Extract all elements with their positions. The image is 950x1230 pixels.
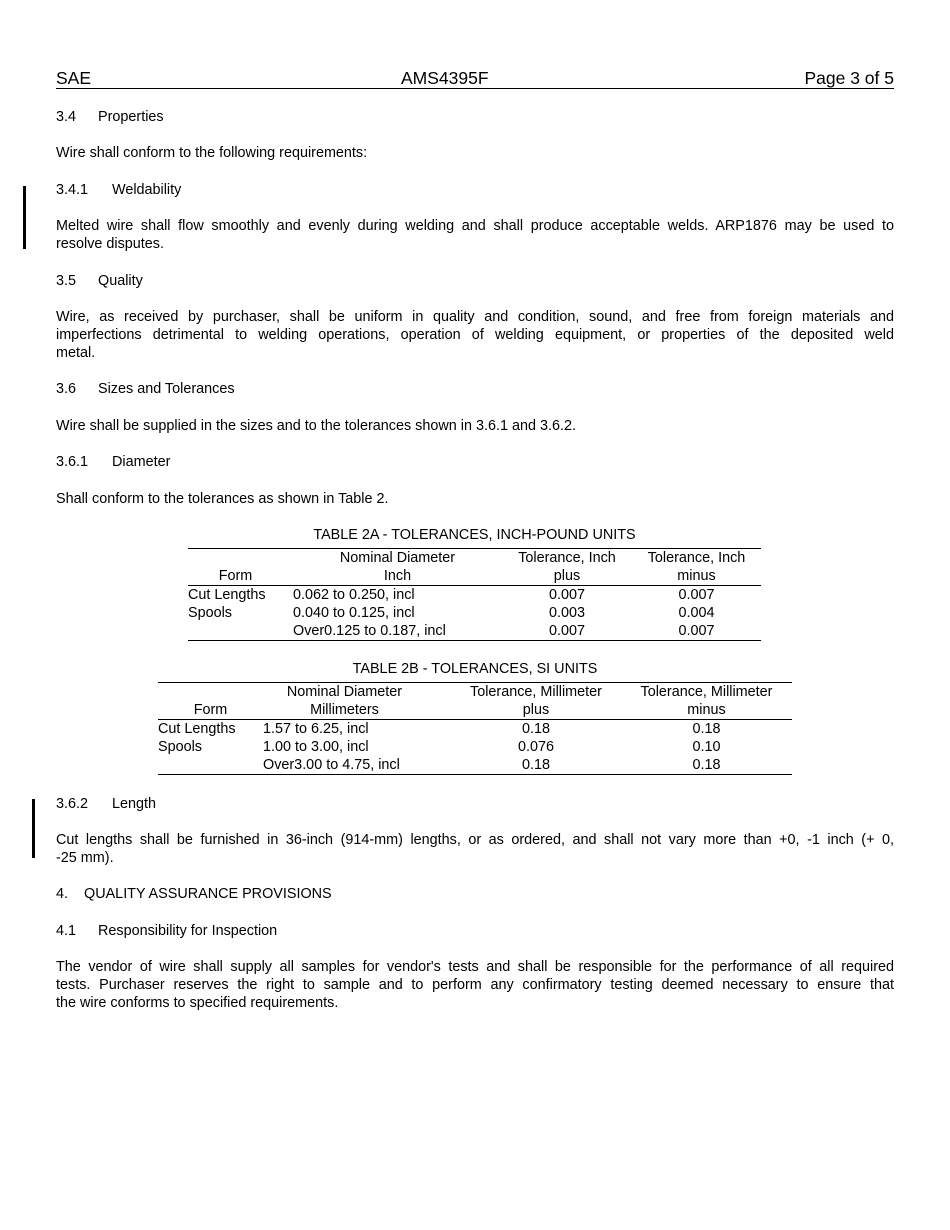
section-4-heading: 4. QUALITY ASSURANCE PROVISIONS (56, 886, 332, 902)
column-header: minus (632, 567, 761, 586)
section-3-6-heading: 3.6 Sizes and Tolerances (56, 381, 235, 397)
column-header: Tolerance, Inch (632, 549, 761, 568)
table-cell: 0.062 to 0.250, incl (293, 587, 415, 603)
section-3-6-text: Wire shall be supplied in the sizes and to the tolerances shown in 3.6.1 and 3.6.2. (56, 418, 576, 434)
column-header: Nominal Diameter (263, 683, 451, 702)
table-2b (158, 682, 792, 775)
table-cell: 0.007 (678, 587, 715, 603)
table-cell: Cut Lengths (158, 721, 236, 737)
table-cell: 1.57 to 6.25, incl (263, 721, 369, 737)
table-cell: 0.10 (692, 739, 721, 755)
column-header: plus (451, 701, 621, 720)
column-header: minus (621, 701, 792, 720)
table-cell: Cut Lengths (188, 587, 266, 603)
header-org: SAE (56, 68, 92, 88)
table-cell: 0.18 (621, 756, 792, 775)
table-cell: 0.007 (502, 622, 632, 641)
section-3-6-2-heading: 3.6.2 Length (56, 796, 157, 812)
table-cell (188, 622, 293, 641)
table-row (158, 756, 792, 775)
header-page-number: Page 3 of 5 (804, 68, 894, 88)
table-header-row (188, 567, 761, 586)
section-3-4-text: Wire shall conform to the following requirements: (56, 145, 368, 161)
table-row (188, 586, 761, 605)
column-header: Tolerance, Millimeter (451, 683, 621, 702)
table-cell (158, 756, 263, 775)
column-header: Form (158, 701, 263, 720)
table-row (188, 622, 761, 641)
section-4-1-text-line3: the wire conforms to specified requirements. (56, 995, 339, 1011)
revision-change-bar (32, 799, 35, 858)
table-header-row (158, 683, 792, 702)
revision-change-bar (23, 186, 26, 249)
section-3-6-2-text-line2: -25 mm). (56, 850, 114, 866)
table-row (188, 604, 761, 622)
section-3-6-2-text-line1: Cut lengths shall be furnished in 36-inch (914-mm) lengths, or as ordered, and shall not vary more than +0, -1 inch (+ 0, (56, 832, 894, 848)
table-cell: 0.004 (678, 605, 715, 621)
column-header: Inch (293, 567, 502, 586)
table-cell: 0.003 (548, 605, 585, 621)
column-header: Millimeters (263, 701, 451, 720)
section-3-5-text-line3: metal. (56, 345, 96, 361)
column-header: Nominal Diameter (293, 549, 502, 568)
column-header: Tolerance, Inch (502, 549, 632, 568)
column-header: plus (502, 567, 632, 586)
table-row (158, 738, 792, 756)
section-3-5-text-line1: Wire, as received by purchaser, shall be uniform in quality and condition, sound, and free from foreign materials and (56, 309, 894, 325)
header-doc-number: AMS4395F (401, 68, 489, 88)
section-3-5-text-line2: imperfections detrimental to welding operations, operation of welding equipment, or properties of the deposited weld (56, 327, 894, 343)
table-cell: 0.007 (548, 587, 585, 603)
page-header (56, 68, 894, 89)
section-3-6-1-text: Shall conform to the tolerances as shown in Table 2. (56, 491, 389, 507)
table-cell: 0.040 to 0.125, incl (293, 605, 415, 621)
table-header-row (188, 549, 761, 568)
section-3-4-1-text-line2: resolve disputes. (56, 236, 164, 252)
section-3-6-1-heading: 3.6.1 Diameter (56, 454, 171, 470)
table-header-row (158, 701, 792, 720)
column-header: Form (188, 567, 293, 586)
section-3-4-1-text-line1: Melted wire shall flow smoothly and evenly during welding and shall produce acceptable welds. ARP1876 may be used to (56, 218, 894, 234)
section-4-1-text-line1: The vendor of wire shall supply all samples for vendor's tests and shall be responsible for the performance of all required (56, 959, 894, 975)
table-2a-title: TABLE 2A - TOLERANCES, INCH-POUND UNITS (313, 527, 636, 543)
section-3-4-heading: 3.4 Properties (56, 109, 164, 125)
table-cell: 0.18 (521, 721, 550, 737)
column-header: Tolerance, Millimeter (621, 683, 792, 702)
section-4-1-text-line2: tests. Purchaser reserves the right to sample and to perform any confirmatory testing deemed necessary to ensure that (56, 977, 894, 993)
table-cell: 0.18 (451, 756, 621, 775)
table-cell: Over3.00 to 4.75, incl (263, 756, 451, 775)
table-2a (188, 548, 761, 641)
table-row (158, 720, 792, 739)
table-cell: 0.18 (692, 721, 721, 737)
table-cell: 1.00 to 3.00, incl (263, 739, 369, 755)
section-3-4-1-heading: 3.4.1 Weldability (56, 182, 182, 198)
table-cell: Spools (188, 605, 233, 621)
table-cell: Spools (158, 739, 203, 755)
section-4-1-heading: 4.1 Responsibility for Inspection (56, 923, 278, 939)
table-cell: 0.007 (632, 622, 761, 641)
table-2b-title: TABLE 2B - TOLERANCES, SI UNITS (352, 661, 598, 677)
table-cell: 0.076 (517, 739, 554, 755)
table-cell: Over0.125 to 0.187, incl (293, 622, 502, 641)
section-3-5-heading: 3.5 Quality (56, 273, 143, 289)
